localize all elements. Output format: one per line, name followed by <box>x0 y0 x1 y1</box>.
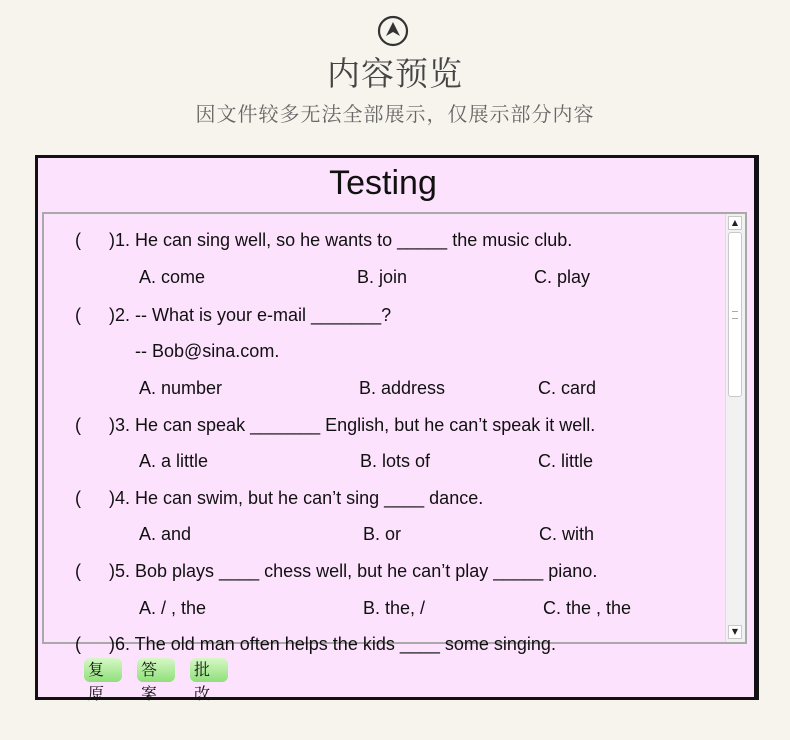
question-text: )1. He can sing well, so he wants to _____ the music club. <box>109 230 573 250</box>
scroll-up-arrow-icon[interactable]: ▲ <box>728 216 742 230</box>
option: B. address <box>359 378 446 398</box>
answer-blank[interactable]: ( <box>75 305 81 325</box>
chevron-up-circle-icon[interactable] <box>377 15 409 47</box>
question-text: )2. -- What is your e-mail _______? <box>109 305 392 325</box>
option: A. / , the <box>139 598 207 618</box>
question-text: )6. The old man often helps the kids ____ some singing. <box>109 634 556 654</box>
option: C. play <box>534 267 591 287</box>
question-text: )4. He can swim, but he can’t sing ____ dance. <box>109 488 484 508</box>
question-extra: -- Bob@sina.com. <box>135 341 280 361</box>
correct-button[interactable]: 批改 <box>190 658 228 682</box>
preview-header <box>0 0 790 140</box>
answer-button[interactable]: 答案 <box>137 658 175 682</box>
quiz-title: Testing <box>329 164 437 202</box>
option: A. a little <box>139 451 209 471</box>
option: C. card <box>538 378 597 398</box>
question-panel[interactable] <box>42 212 747 654</box>
option: C. little <box>538 451 594 471</box>
scroll-thumb[interactable] <box>728 232 742 397</box>
option: B. join <box>357 267 408 287</box>
option: A. come <box>139 267 206 287</box>
vertical-scrollbar[interactable] <box>725 214 745 642</box>
option: A. and <box>139 524 192 544</box>
option: C. the , the <box>543 598 632 618</box>
restore-button[interactable]: 复原 <box>84 658 122 682</box>
option: A. number <box>139 378 223 398</box>
question-text: )5. Bob plays ____ chess well, but he can’t play _____ piano. <box>109 561 598 581</box>
answer-blank[interactable]: ( <box>75 415 81 435</box>
answer-blank[interactable]: ( <box>75 561 81 581</box>
question-text: )3. He can speak _______ English, but he can’t speak it well. <box>109 415 596 435</box>
grip-icon <box>732 311 738 319</box>
scroll-down-arrow-icon[interactable]: ▼ <box>728 625 742 639</box>
answer-blank[interactable]: ( <box>75 634 81 654</box>
option: B. lots of <box>360 451 431 471</box>
page-subtitle: 因文件较多无法全部展示，仅展示部分内容 <box>195 102 595 126</box>
quiz-frame <box>35 155 759 703</box>
option: C. with <box>539 524 595 544</box>
question-list <box>44 214 724 654</box>
option: B. or <box>363 524 402 544</box>
answer-blank[interactable]: ( <box>75 488 81 508</box>
page-title: 内容预览 <box>327 54 463 93</box>
answer-blank[interactable]: ( <box>75 230 81 250</box>
option: B. the, / <box>363 598 426 618</box>
